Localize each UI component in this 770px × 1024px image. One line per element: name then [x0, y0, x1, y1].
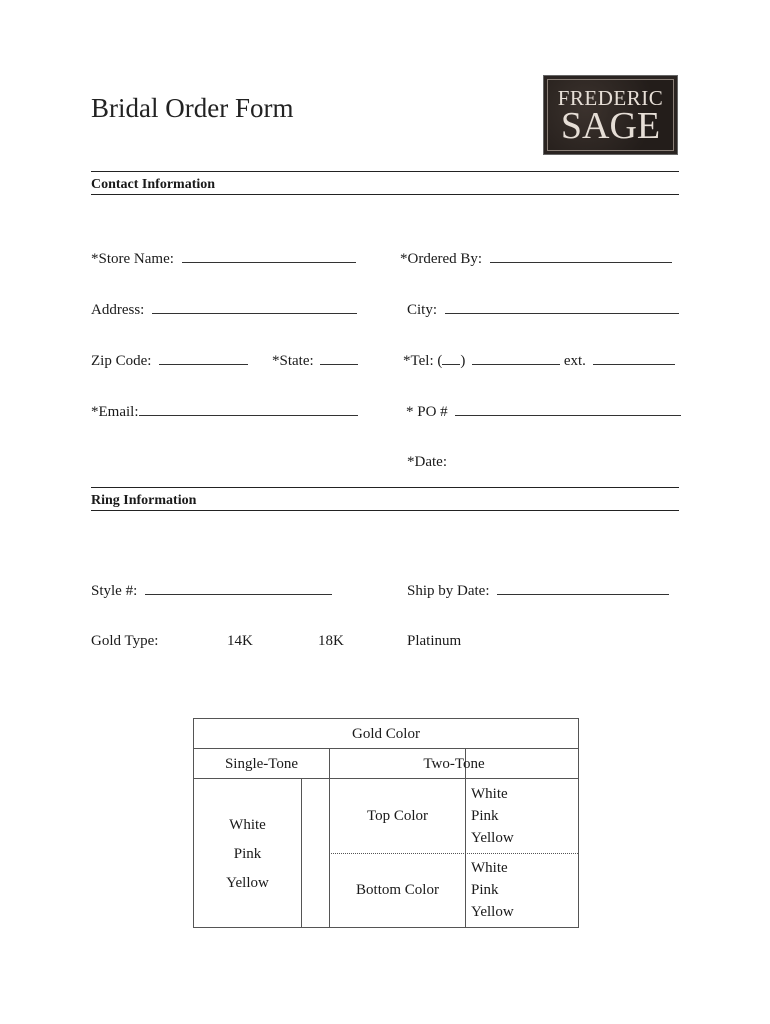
section-heading-ring: Ring Information — [91, 493, 197, 508]
style-number-field[interactable] — [91, 582, 332, 600]
bottom-color-label: Bottom Color — [356, 882, 439, 898]
section-rule-bottom — [91, 194, 679, 195]
store-name-field[interactable] — [91, 250, 356, 268]
zip-code-field[interactable] — [91, 352, 248, 370]
ordered-by-label: *Ordered By: — [400, 251, 483, 267]
email-label: *Email: — [91, 404, 139, 420]
section-rule-top — [91, 487, 679, 488]
top-color-label: Top Color — [366, 808, 429, 824]
city-label: City: — [407, 302, 438, 318]
frederic-sage-logo — [543, 75, 678, 155]
bottom-color-option-white[interactable]: White — [471, 860, 508, 876]
tel-label: *Tel: ( — [403, 353, 443, 369]
ordered-by-line[interactable] — [490, 250, 672, 263]
po-field[interactable] — [406, 403, 681, 421]
gold-type-label: Gold Type: — [91, 633, 159, 649]
table-divider — [194, 778, 578, 779]
store-name-label: *Store Name: — [91, 251, 174, 267]
table-divider — [465, 748, 466, 927]
po-line[interactable] — [455, 403, 681, 416]
tel-number-line[interactable] — [472, 352, 560, 365]
logo-plate — [547, 79, 674, 151]
tel-area-code-line[interactable] — [442, 352, 460, 365]
date-field[interactable] — [407, 454, 447, 471]
ordered-by-field[interactable] — [400, 250, 672, 268]
logo-text-frederic: FREDERIC — [557, 86, 664, 110]
state-label: *State: — [272, 353, 314, 369]
city-line[interactable] — [445, 301, 679, 314]
address-field[interactable] — [91, 301, 357, 319]
po-label: * PO # — [406, 404, 448, 420]
email-line[interactable] — [139, 403, 358, 416]
single-tone-option-pink[interactable]: Pink — [233, 846, 262, 862]
date-label: *Date: — [407, 454, 447, 470]
city-field[interactable] — [407, 301, 679, 319]
style-number-line[interactable] — [145, 582, 332, 595]
email-field[interactable] — [91, 403, 358, 421]
table-divider — [301, 778, 302, 927]
two-tone-header: Two-Tone — [423, 756, 485, 772]
gold-type-option-18k[interactable]: 18K — [318, 633, 344, 649]
logo-text-sage: SAGE — [560, 105, 661, 147]
section-heading-contact: Contact Information — [91, 177, 216, 192]
gold-color-table — [193, 718, 579, 928]
zip-code-label: Zip Code: — [91, 353, 152, 369]
top-color-option-yellow[interactable]: Yellow — [471, 830, 514, 846]
ship-by-date-label: Ship by Date: — [407, 583, 490, 599]
style-number-label: Style #: — [91, 583, 138, 599]
table-divider — [329, 748, 330, 927]
single-tone-option-white[interactable]: White — [229, 817, 266, 833]
ext-label: ext. — [563, 353, 586, 369]
store-name-line[interactable] — [182, 250, 356, 263]
zip-code-line[interactable] — [159, 352, 248, 365]
single-tone-header: Single-Tone — [224, 756, 299, 772]
ext-line[interactable] — [593, 352, 675, 365]
address-label: Address: — [91, 302, 145, 318]
table-divider — [194, 748, 578, 749]
state-line[interactable] — [320, 352, 358, 365]
top-color-option-white[interactable]: White — [471, 786, 508, 802]
ship-by-date-field[interactable] — [407, 582, 669, 600]
single-tone-option-yellow[interactable]: Yellow — [226, 875, 269, 891]
table-divider-dotted — [329, 853, 578, 854]
gold-color-header: Gold Color — [352, 726, 420, 742]
section-rule-bottom — [91, 510, 679, 511]
address-line[interactable] — [152, 301, 357, 314]
bottom-color-option-yellow[interactable]: Yellow — [471, 904, 514, 920]
bottom-color-option-pink[interactable]: Pink — [471, 882, 499, 898]
ship-by-date-line[interactable] — [497, 582, 669, 595]
tel-paren-close: ) — [460, 353, 466, 369]
page-title: Bridal Order Form — [91, 93, 294, 123]
state-field[interactable] — [272, 352, 358, 370]
gold-type-option-14k[interactable]: 14K — [227, 633, 253, 649]
section-rule-top — [91, 171, 679, 172]
gold-type-option-platinum[interactable]: Platinum — [407, 633, 462, 649]
top-color-option-pink[interactable]: Pink — [471, 808, 499, 824]
tel-field[interactable] — [403, 352, 675, 370]
